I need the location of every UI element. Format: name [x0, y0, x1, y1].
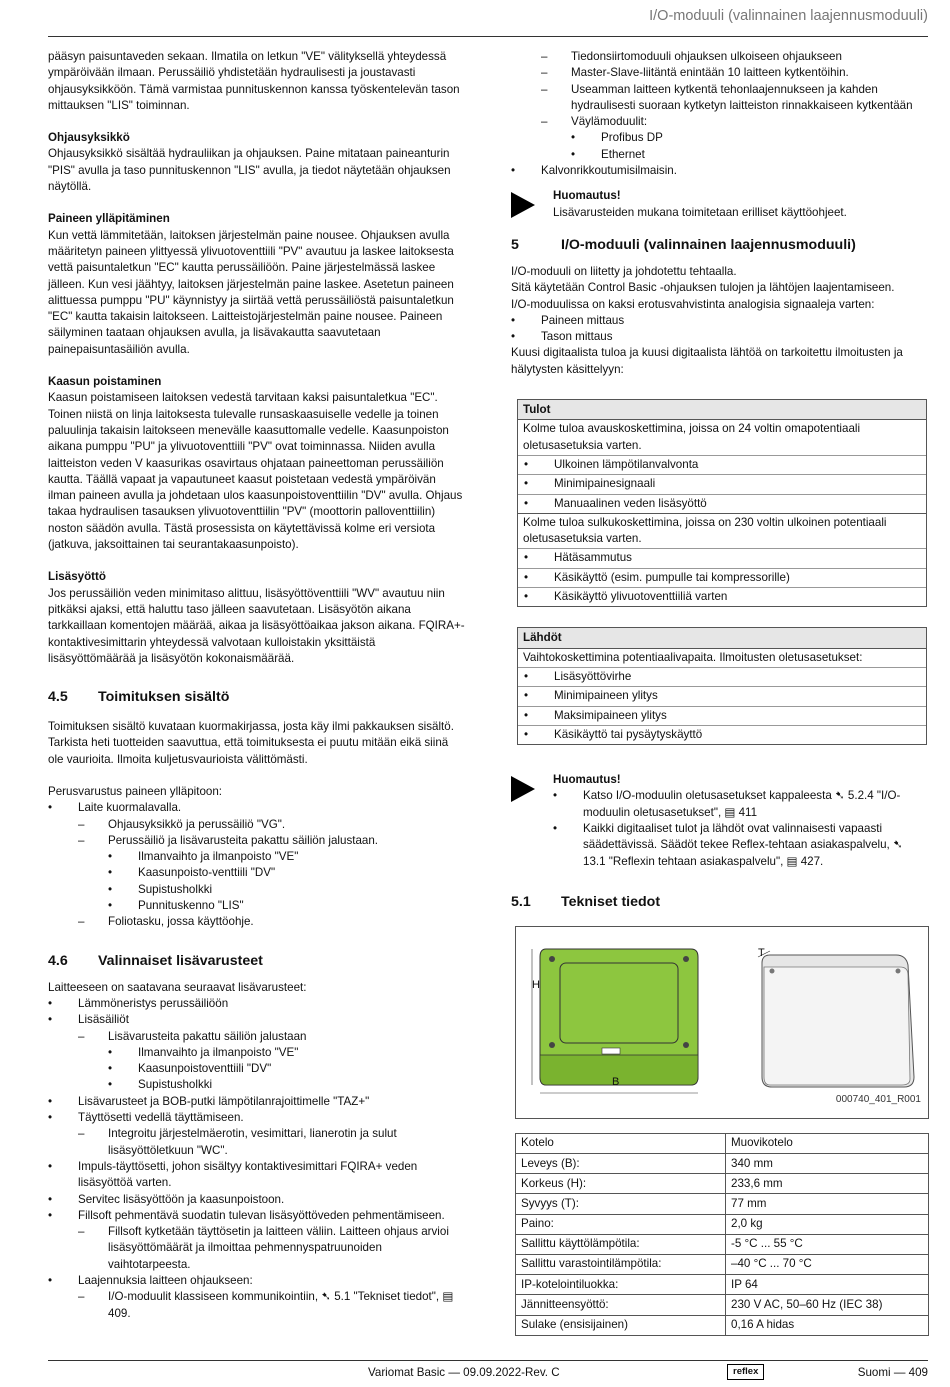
- list-item: • Impuls-täyttösetti, johon sisältyy kontaktivesimittari FQIRA+ veden lisäsyöttöä varten.: [48, 1159, 466, 1192]
- spec-label: Syvyys (T):: [516, 1194, 726, 1214]
- spec-row: [516, 1133, 929, 1153]
- list-item-text: Lisävarusteita pakattu säiliön jalustaan: [108, 1029, 307, 1043]
- heading-ohjausyksikko: Ohjausyksikkö: [48, 131, 130, 145]
- footer-doc-info: Variomat Basic — 09.09.2022-Rev. C: [368, 1366, 560, 1379]
- spec-row: [516, 1275, 929, 1295]
- paragraph-perusvarustus: Perusvarustus paineen ylläpitoon:: [48, 784, 223, 798]
- list-item: – Useamman laitteen kytkentä tehonlaajennukseen ja kahden hydraulisesti suoraan kytketyn laitteiston rinnakkaiseen kytkentään: [541, 82, 929, 115]
- section-5-1-heading: [511, 892, 929, 912]
- spec-value: 0,16 A hidas: [726, 1315, 929, 1335]
- inputs-table-row: • Minimipainesignaali: [518, 475, 926, 494]
- dimension-t-label: T: [758, 946, 765, 959]
- list-item: • Kaasunpoistoventtiili "DV": [108, 1061, 466, 1077]
- list-item-text: Laite kuormalavalla.: [78, 801, 182, 815]
- paragraph-toimitus: Toimituksen sisältö kuvataan kuormakirjassa, josta käy ilmi pakkauksen sisältö. Tarkista heti tuotteiden saavuttua, että toimituksesta ei puutu mitään eikä siinä ole vaurioita. Ilmoita kuljetusvaurioista välittömästi.: [48, 720, 454, 766]
- spec-row: [516, 1315, 929, 1335]
- footer-rule: [48, 1360, 928, 1361]
- inputs-table-header: Tulot: [518, 400, 926, 420]
- paragraph: I/O-moduuli on liitetty ja johdotettu tehtaalla.: [511, 264, 737, 278]
- note-box: [511, 772, 929, 870]
- section-title: Toimituksen sisältö: [98, 689, 230, 706]
- cross-reference-link[interactable]: • Kaikki digitaaliset tulot ja lähdöt ovat valinnaisesti vapaasti säädettävissä. Säädöt tekee Reflex-tehtaan asiakaspalvelu, ➷ 13.1 "Reflexin tehtaan asiakaspalvelu", ▤ 427.: [553, 821, 913, 870]
- spec-label: Leveys (B):: [516, 1154, 726, 1174]
- heading-lisasyotto: Lisäsyöttö: [48, 570, 106, 584]
- inputs-table: [517, 399, 927, 607]
- section-5-heading: [511, 235, 929, 255]
- list-lisavarusteet: [48, 996, 466, 1322]
- spec-row: [516, 1255, 929, 1275]
- section-number: 5.1: [511, 893, 531, 910]
- note-title: Huomautus!: [553, 773, 621, 787]
- heading-paine: Paineen ylläpitäminen: [48, 212, 170, 226]
- header-title: I/O-moduuli (valinnainen laajennusmoduuli): [649, 8, 928, 24]
- list-item-text: Lisäsäiliöt: [78, 1013, 129, 1027]
- outputs-table-header: Lähdöt: [518, 628, 926, 648]
- spec-row: [516, 1154, 929, 1174]
- list-item: • Lämmöneristys perussäiliöön: [48, 996, 466, 1012]
- outputs-table-row: • Lisäsyöttövirhe: [518, 668, 926, 687]
- list-item: – Foliotasku, jossa käyttöohje.: [78, 914, 466, 930]
- list-item: • Kalvonrikkoutumisilmaisin.: [511, 163, 929, 179]
- section-number: 5: [511, 236, 519, 253]
- list-item: [48, 1110, 466, 1159]
- list-item: • Lisävarusteet ja BOB-putki lämpötilanrajoittimelle "TAZ+": [48, 1094, 466, 1110]
- spec-row: [516, 1194, 929, 1214]
- list-item: • Supistusholkki: [108, 882, 466, 898]
- list-item: • Ilmanvaihto ja ilmanpoisto "VE": [108, 849, 466, 865]
- list-item: • Ilmanvaihto ja ilmanpoisto "VE": [108, 1045, 466, 1061]
- paragraph-lisasyotto: Jos perussäiliön veden minimitaso alittuu, lisäsyöttöventtiili "WV" avautuu niin pitkäksi ajaksi, että haluttu taso jälleen saavutetaan. Lisäsyötön aikana tarkkaillaan komentojen määrää, aikaa ja lisäsyöttöaikaa jakson aikana. FQIRA+-kontaktivesimittarin yhteydessä valvotaan kulloistakin yksittäistä lisäsyöttömäärää ja lisäsyötön kokonaismäärää.: [48, 586, 465, 665]
- paragraph: Kuusi digitaalista tuloa ja kuusi digitaalista lähtöä on tarkoitettu ilmoitusten ja hälytysten käsittelyyn:: [511, 346, 903, 376]
- spec-label: Korkeus (H):: [516, 1174, 726, 1194]
- paragraph-paine: Kun vettä lämmitetään, laitoksen järjestelmän paine nousee. Ohjauksen avulla määritetyn paineen ylittyessä ylivuotoventtiili "PV" avautuu ja laskee laitoksesta vettä paisuntaletkun "EC" kautta perussäiliöön. Paine järjestelmässä laskee jälleen. Kun vesi jäähtyy, laitoksen järjestelmän paine laskee. Asetetun paineen alittuessa pumppu "PU" käynnistyy ja siirtää vettä perussäiliöstä paisuntaletkun "EC" kautta takaisin laitokseen. Laitteistojärjestelmän paine nousee. Paineen säilyminen taataan ohjauksen avulla, ja lisävakautta saavutetaan painepaisuntasäiliön avulla.: [48, 228, 454, 356]
- io-module-illustration: [516, 927, 928, 1118]
- spec-row: [516, 1174, 929, 1194]
- spec-value: 340 mm: [726, 1154, 929, 1174]
- section-title: Valinnaiset lisävarusteet: [98, 952, 263, 969]
- inputs-table-row: • Hätäsammutus: [518, 549, 926, 568]
- list-item: • Kaasunpoisto-venttiili "DV": [108, 865, 466, 881]
- heading-kaasu: Kaasun poistaminen: [48, 375, 162, 389]
- list-item-text: Laajennuksia laitteen ohjaukseen:: [78, 1274, 253, 1287]
- list-item: [78, 833, 466, 914]
- section-4-5-heading: [48, 687, 466, 707]
- section-4-6-heading: [48, 951, 466, 971]
- note-box: [511, 188, 929, 221]
- outputs-table-row: • Minimipaineen ylitys: [518, 687, 926, 706]
- list-continued-wrapper: [511, 49, 929, 163]
- right-column: [511, 49, 929, 1336]
- spec-value: 233,6 mm: [726, 1174, 929, 1194]
- spec-value: 2,0 kg: [726, 1214, 929, 1234]
- spec-label: Sulake (ensisijainen): [516, 1315, 726, 1335]
- section-title: I/O-moduuli (valinnainen laajennusmoduuli): [561, 236, 856, 253]
- spec-value: 77 mm: [726, 1194, 929, 1214]
- paragraph-kaasu: Kaasun poistamiseen laitoksen vedestä tarvitaan kaksi paisuntaletkua "EC". Toinen niistä on linja laitoksesta tulevalle runsaskaasuiselle vedelle ja toinen paluulinja takaisin laitokseen menevälle kaasuttomalle vedelle. Kaasunpoiston aikana pumppu "PU" ja ylivuotoventtiili "PV" ovat toiminnassa. Niiden avulla laitteiston veden V kaasurikas osavirtaus ohjataan paineettoman perussäiliön kautta. Täällä vapaat ja vapautuneet kaasut poistetaan vedestä ympäröivän ilman paineen avulla ja johdetaan ulos kaasunpoistoventtiilin "DV" avulla. Ohjaus takaa hydraulisen tasauksen ylivuotoventtiilin "PV" (moottorin palloventtiilin) noston säädön avulla. Tästä prosessista on käytettävissä kolme eri versiota (jatkuva, jaksoittainen tai seurantakaasunpoisto).: [48, 391, 463, 552]
- paragraph-lisavarusteet: Laitteeseen on saatavana seuraavat lisävarusteet:: [48, 980, 307, 994]
- inputs-table-row: • Ulkoinen lämpötilanvalvonta: [518, 456, 926, 475]
- note-text: Lisävarusteiden mukana toimitetaan erilliset käyttöohjeet.: [553, 205, 847, 219]
- note-list: [553, 788, 913, 869]
- list-perusvarustus: [48, 800, 466, 930]
- list-item: – Tiedonsiirtomoduuli ohjauksen ulkoiseen ohjaukseen: [541, 49, 929, 65]
- section-number: 4.6: [48, 952, 68, 969]
- spec-label: IP-kotelointiluokka:: [516, 1275, 726, 1295]
- reflex-logo: reflex: [727, 1364, 764, 1380]
- spec-value: –40 °C ... 70 °C: [726, 1255, 929, 1275]
- list-item-text: Fillsoft pehmentävä suodatin tulevan lisäsyöttöveden pehmentämiseen.: [78, 1208, 445, 1222]
- inputs-table-intro: Kolme tuloa sulkukoskettimina, joissa on 230 voltin ulkoinen potentiaali oletusasetuksia varten.: [518, 514, 926, 550]
- header-rule: [48, 36, 928, 37]
- section-number: 4.5: [48, 689, 68, 706]
- list-item: – Integroitu järjestelmäerotin, vesimittari, lianerotin ja sulut lisäsyöttöletkuun "WC".: [78, 1126, 466, 1159]
- list-item: • Punnituskenno "LIS": [108, 898, 466, 914]
- section-title: Tekniset tiedot: [561, 893, 661, 910]
- spec-value: -5 °C ... 55 °C: [726, 1234, 929, 1254]
- list-item: – Ohjausyksikkö ja perussäiliö "VG".: [78, 817, 466, 833]
- list-item-text: Väylämoduulit:: [571, 115, 648, 129]
- list-item: [541, 114, 929, 163]
- outputs-table-row: • Käsikäyttö tai pysäytyskäyttö: [518, 726, 926, 744]
- list-item: • Ethernet: [571, 147, 929, 163]
- list-item: • Supistusholkki: [108, 1077, 466, 1093]
- list-analog: [511, 313, 929, 346]
- inputs-table-intro: Kolme tuloa avauskoskettimina, joissa on 24 voltin omapotentiaali oletusasetuksia varten.: [518, 420, 926, 456]
- spec-row: [516, 1234, 929, 1254]
- inputs-table-row: • Käsikäyttö ylivuotoventtiiliä varten: [518, 588, 926, 606]
- list-item: – Master-Slave-liitäntä enintään 10 laitteen kytkentöihin.: [541, 65, 929, 81]
- list-continued: [511, 49, 929, 179]
- list-item: • Servitec lisäsyöttöön ja kaasunpoistoon.: [48, 1192, 466, 1208]
- list-item: • Profibus DP: [571, 130, 929, 146]
- spec-value: 230 V AC, 50–60 Hz (IEC 38): [726, 1295, 929, 1315]
- outputs-table-intro: Vaihtokoskettimina potentiaalivapaita. Ilmoitusten oletusasetukset:: [518, 649, 926, 668]
- paragraph: I/O-moduulissa on kaksi erotusvahvistinta analogisia signaaleja varten:: [511, 297, 875, 311]
- warning-arrow-icon: [511, 192, 535, 218]
- left-column: [48, 49, 466, 1322]
- list-item-text: Perussäiliö ja lisävarusteita pakattu säiliön jalustaan.: [108, 833, 379, 847]
- list-item: • Paineen mittaus: [511, 313, 929, 329]
- paragraph-ohjausyksikko: Ohjausyksikkö sisältää hydrauliikan ja ohjauksen. Paine mitataan paineanturin "PIS" avulla ja taso punnituskennon "LIS" avulla, ja tiedot näytetään ohjauksen näytöllä.: [48, 147, 451, 194]
- paragraph: Sitä käytetään Control Basic -ohjauksen tulojen ja lähtöjen laajentamiseen.: [511, 281, 895, 295]
- dimension-b-label: B: [612, 1075, 620, 1088]
- figure-caption: 000740_401_R001: [835, 1093, 921, 1105]
- list-item: [78, 1029, 466, 1094]
- warning-arrow-icon: [511, 776, 535, 802]
- spec-row: [516, 1295, 929, 1315]
- io-module-figure: [515, 926, 929, 1119]
- dimension-h-label: H: [532, 978, 540, 991]
- cross-reference-link[interactable]: • Katso I/O-moduulin oletusasetukset kappaleesta ➷ 5.2.4 "I/O-moduulin oletusasetukset", ▤ 411: [553, 788, 913, 821]
- spec-label: Jännitteensyöttö:: [516, 1295, 726, 1315]
- spec-value: IP 64: [726, 1275, 929, 1295]
- footer-page-number: Suomi — 409: [857, 1366, 928, 1379]
- list-item: – Fillsoft kytketään täyttösetin ja laitteen väliin. Laitteen ohjaus arvioi lisäsyöttömäärät ja ilmoittaa pehmennyspatruunoiden vaihtotarpeesta.: [78, 1224, 466, 1273]
- spec-label: Paino:: [516, 1214, 726, 1234]
- list-item: [48, 1208, 466, 1273]
- spec-label: Sallittu varastointilämpötila:: [516, 1255, 726, 1275]
- list-item: [48, 800, 466, 930]
- spec-value: Muovikotelo: [726, 1133, 929, 1153]
- outputs-table-row: • Maksimipaineen ylitys: [518, 707, 926, 726]
- spec-row: [516, 1214, 929, 1234]
- list-item: • Tason mittaus: [511, 329, 929, 345]
- outputs-table: [517, 627, 927, 745]
- note-title: Huomautus!: [553, 189, 621, 203]
- spec-label: Sallittu käyttölämpötila:: [516, 1234, 726, 1254]
- cross-reference-link[interactable]: – I/O-moduulit klassiseen kommunikointiin, ➷ 5.1 "Tekniset tiedot", ▤ 409.: [78, 1289, 466, 1322]
- list-item-text: Täyttösetti vedellä täyttämiseen.: [78, 1111, 244, 1125]
- spec-table: [515, 1133, 929, 1336]
- list-item: [48, 1012, 466, 1093]
- inputs-table-row: • Käsikäyttö (esim. pumpulle tai kompressorille): [518, 569, 926, 588]
- inputs-table-row: • Manuaalinen veden lisäsyöttö: [518, 495, 926, 514]
- intro-paragraph: pääsyn paisuntaveden sekaan. Ilmatila on letkun "VE" välityksellä yhteydessä ympäröivään ilmaan. Perussäiliö yhdistetään hydraulisesti ja joustavasti ohjausyksikköön. Tämä varmistaa punnituskennon kanssa työskentelevän tason mittauksen "LIS" toiminnan.: [48, 50, 460, 112]
- spec-label: Kotelo: [516, 1133, 726, 1153]
- list-item: [48, 1273, 466, 1322]
